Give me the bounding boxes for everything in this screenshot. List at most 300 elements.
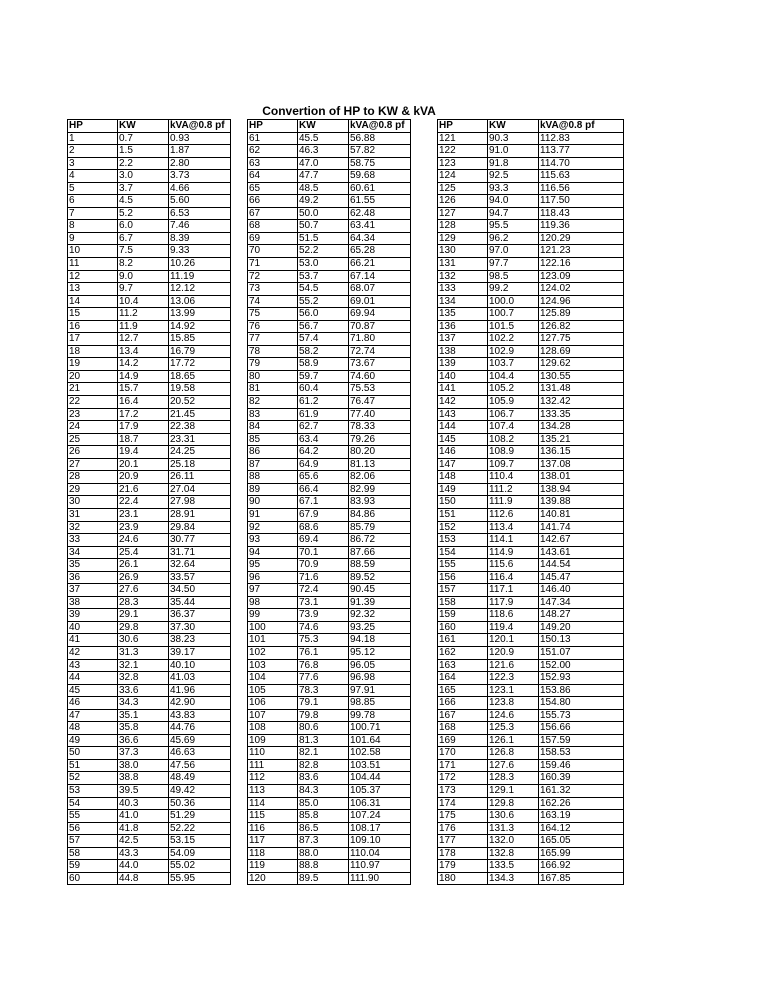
cell-hp: 76: [248, 320, 298, 333]
cell-kva: 5.60: [169, 195, 231, 208]
header-kva: kVA@0.8 pf: [539, 120, 624, 133]
table-row: [248, 145, 411, 158]
cell-kva: 95.12: [349, 646, 411, 659]
table-row: [438, 672, 624, 685]
cell-kva: 153.86: [539, 684, 624, 697]
cell-kw: 40.3: [118, 797, 169, 810]
cell-kw: 128.3: [488, 772, 539, 785]
cell-kva: 165.05: [539, 835, 624, 848]
cell-kw: 98.5: [488, 270, 539, 283]
cell-kva: 150.13: [539, 634, 624, 647]
cell-hp: 21: [68, 383, 118, 396]
cell-kw: 108.9: [488, 446, 539, 459]
cell-kw: 10.4: [118, 295, 169, 308]
table-row: [248, 258, 411, 271]
cell-kw: 85.8: [298, 810, 349, 823]
cell-kva: 109.10: [349, 835, 411, 848]
cell-hp: 73: [248, 283, 298, 296]
cell-hp: 12: [68, 270, 118, 283]
cell-kva: 117.50: [539, 195, 624, 208]
cell-kva: 152.93: [539, 672, 624, 685]
cell-hp: 16: [68, 320, 118, 333]
cell-kw: 33.6: [118, 684, 169, 697]
cell-kva: 22.38: [169, 421, 231, 434]
header-kva: kVA@0.8 pf: [349, 120, 411, 133]
table-row: [248, 697, 411, 710]
table-row: [248, 521, 411, 534]
table-row: [248, 370, 411, 383]
cell-hp: 59: [68, 860, 118, 873]
cell-kw: 50.7: [298, 220, 349, 233]
cell-kw: 74.6: [298, 621, 349, 634]
cell-kva: 56.88: [349, 132, 411, 145]
cell-kw: 119.4: [488, 621, 539, 634]
cell-hp: 178: [438, 847, 488, 860]
cell-kva: 61.55: [349, 195, 411, 208]
cell-kva: 30.77: [169, 534, 231, 547]
cell-kva: 1.87: [169, 145, 231, 158]
cell-kw: 129.8: [488, 797, 539, 810]
cell-kw: 129.1: [488, 784, 539, 797]
cell-kw: 114.9: [488, 546, 539, 559]
table-row: [438, 772, 624, 785]
table-row: [248, 333, 411, 346]
cell-kw: 35.8: [118, 722, 169, 735]
cell-kw: 83.6: [298, 772, 349, 785]
cell-kw: 19.4: [118, 446, 169, 459]
cell-kva: 48.49: [169, 772, 231, 785]
cell-kva: 129.62: [539, 358, 624, 371]
cell-kva: 63.41: [349, 220, 411, 233]
cell-kva: 124.96: [539, 295, 624, 308]
table-row: [68, 508, 231, 521]
cell-kva: 142.67: [539, 534, 624, 547]
cell-kva: 74.60: [349, 370, 411, 383]
table-row: [438, 270, 624, 283]
table-row: [68, 170, 231, 183]
cell-kw: 48.5: [298, 182, 349, 195]
cell-hp: 149: [438, 483, 488, 496]
cell-kw: 117.9: [488, 596, 539, 609]
table-row: [438, 157, 624, 170]
cell-hp: 96: [248, 571, 298, 584]
cell-kva: 113.77: [539, 145, 624, 158]
cell-kva: 17.72: [169, 358, 231, 371]
cell-kva: 84.86: [349, 508, 411, 521]
cell-kw: 43.3: [118, 847, 169, 860]
cell-kva: 72.74: [349, 345, 411, 358]
table-row: [68, 584, 231, 597]
table-row: [248, 308, 411, 321]
cell-kw: 26.1: [118, 559, 169, 572]
cell-kva: 75.53: [349, 383, 411, 396]
header-row: [68, 120, 231, 133]
cell-hp: 150: [438, 496, 488, 509]
cell-kva: 97.91: [349, 684, 411, 697]
cell-kw: 131.3: [488, 822, 539, 835]
cell-kw: 23.1: [118, 508, 169, 521]
table-row: [438, 132, 624, 145]
table-row: [68, 245, 231, 258]
cell-kw: 67.9: [298, 508, 349, 521]
cell-hp: 46: [68, 697, 118, 710]
cell-kw: 70.9: [298, 559, 349, 572]
cell-hp: 88: [248, 471, 298, 484]
cell-hp: 87: [248, 458, 298, 471]
cell-kva: 105.37: [349, 784, 411, 797]
cell-kva: 93.25: [349, 621, 411, 634]
cell-hp: 37: [68, 584, 118, 597]
cell-kw: 64.9: [298, 458, 349, 471]
cell-hp: 57: [68, 835, 118, 848]
cell-kva: 165.99: [539, 847, 624, 860]
table-row: [68, 232, 231, 245]
cell-kw: 107.4: [488, 421, 539, 434]
cell-kw: 6.0: [118, 220, 169, 233]
cell-kva: 8.39: [169, 232, 231, 245]
cell-hp: 118: [248, 847, 298, 860]
cell-kw: 88.8: [298, 860, 349, 873]
cell-hp: 108: [248, 722, 298, 735]
cell-kw: 93.3: [488, 182, 539, 195]
table-row: [68, 534, 231, 547]
cell-hp: 33: [68, 534, 118, 547]
table-row: [68, 521, 231, 534]
table-row: [248, 546, 411, 559]
table-row: [68, 559, 231, 572]
cell-kva: 16.79: [169, 345, 231, 358]
table-row: [248, 596, 411, 609]
cell-hp: 23: [68, 408, 118, 421]
cell-kw: 132.0: [488, 835, 539, 848]
cell-kw: 106.7: [488, 408, 539, 421]
cell-hp: 157: [438, 584, 488, 597]
table-row: [438, 433, 624, 446]
cell-kva: 55.95: [169, 872, 231, 885]
cell-hp: 18: [68, 345, 118, 358]
cell-kva: 76.47: [349, 396, 411, 409]
cell-kw: 63.4: [298, 433, 349, 446]
cell-kw: 41.8: [118, 822, 169, 835]
table-row: [248, 772, 411, 785]
cell-hp: 11: [68, 258, 118, 271]
table-row: [248, 872, 411, 885]
cell-hp: 89: [248, 483, 298, 496]
cell-kw: 29.1: [118, 609, 169, 622]
cell-kw: 127.6: [488, 759, 539, 772]
cell-kva: 141.74: [539, 521, 624, 534]
table-row: [438, 709, 624, 722]
header-hp: HP: [68, 120, 118, 133]
cell-kva: 145.47: [539, 571, 624, 584]
cell-hp: 28: [68, 471, 118, 484]
table-row: [68, 258, 231, 271]
cell-kva: 27.04: [169, 483, 231, 496]
cell-hp: 158: [438, 596, 488, 609]
cell-kva: 42.90: [169, 697, 231, 710]
cell-hp: 30: [68, 496, 118, 509]
cell-kva: 92.32: [349, 609, 411, 622]
cell-kw: 53.7: [298, 270, 349, 283]
cell-kva: 77.40: [349, 408, 411, 421]
cell-kva: 53.15: [169, 835, 231, 848]
cell-hp: 36: [68, 571, 118, 584]
table-row: [438, 596, 624, 609]
cell-hp: 167: [438, 709, 488, 722]
cell-hp: 69: [248, 232, 298, 245]
cell-kva: 151.07: [539, 646, 624, 659]
cell-kw: 84.3: [298, 784, 349, 797]
table-row: [68, 860, 231, 873]
cell-hp: 8: [68, 220, 118, 233]
cell-kw: 9.7: [118, 283, 169, 296]
cell-kva: 44.76: [169, 722, 231, 735]
table-row: [438, 207, 624, 220]
table-row: [248, 571, 411, 584]
cell-kva: 71.80: [349, 333, 411, 346]
cell-kw: 69.4: [298, 534, 349, 547]
table-row: [438, 822, 624, 835]
cell-kw: 31.3: [118, 646, 169, 659]
cell-hp: 179: [438, 860, 488, 873]
table-row: [438, 446, 624, 459]
cell-kw: 115.6: [488, 559, 539, 572]
cell-kva: 126.82: [539, 320, 624, 333]
cell-kva: 66.21: [349, 258, 411, 271]
cell-kw: 123.8: [488, 697, 539, 710]
cell-kva: 33.57: [169, 571, 231, 584]
cell-kw: 38.0: [118, 759, 169, 772]
cell-kw: 78.3: [298, 684, 349, 697]
table-row: [248, 383, 411, 396]
cell-hp: 155: [438, 559, 488, 572]
table-row: [438, 295, 624, 308]
table-row: [248, 433, 411, 446]
cell-hp: 145: [438, 433, 488, 446]
cell-hp: 58: [68, 847, 118, 860]
cell-hp: 177: [438, 835, 488, 848]
cell-kva: 69.94: [349, 308, 411, 321]
cell-hp: 153: [438, 534, 488, 547]
cell-kw: 130.6: [488, 810, 539, 823]
cell-kva: 82.99: [349, 483, 411, 496]
cell-hp: 3: [68, 157, 118, 170]
cell-kw: 37.3: [118, 747, 169, 760]
table-row: [438, 521, 624, 534]
table-row: [248, 860, 411, 873]
cell-kw: 16.4: [118, 396, 169, 409]
table-row: [68, 546, 231, 559]
cell-kw: 125.3: [488, 722, 539, 735]
table-row: [438, 421, 624, 434]
table-row: [438, 546, 624, 559]
cell-hp: 39: [68, 609, 118, 622]
cell-hp: 32: [68, 521, 118, 534]
table-row: [248, 182, 411, 195]
table-row: [438, 508, 624, 521]
table-row: [438, 408, 624, 421]
cell-kw: 104.4: [488, 370, 539, 383]
table-row: [248, 283, 411, 296]
cell-kw: 0.7: [118, 132, 169, 145]
cell-kw: 126.8: [488, 747, 539, 760]
table-row: [438, 245, 624, 258]
cell-kw: 50.0: [298, 207, 349, 220]
cell-hp: 119: [248, 860, 298, 873]
cell-kva: 79.26: [349, 433, 411, 446]
cell-kva: 34.50: [169, 584, 231, 597]
cell-kva: 0.93: [169, 132, 231, 145]
cell-kva: 86.72: [349, 534, 411, 547]
table-row: [248, 232, 411, 245]
cell-kva: 41.03: [169, 672, 231, 685]
cell-kva: 136.15: [539, 446, 624, 459]
table-row: [68, 333, 231, 346]
cell-kva: 28.91: [169, 508, 231, 521]
cell-hp: 161: [438, 634, 488, 647]
cell-kva: 98.85: [349, 697, 411, 710]
cell-kva: 106.31: [349, 797, 411, 810]
cell-kw: 35.1: [118, 709, 169, 722]
cell-kw: 17.9: [118, 421, 169, 434]
cell-hp: 115: [248, 810, 298, 823]
cell-kva: 3.73: [169, 170, 231, 183]
table-row: [438, 483, 624, 496]
cell-kva: 139.88: [539, 496, 624, 509]
cell-kva: 110.04: [349, 847, 411, 860]
cell-kva: 94.18: [349, 634, 411, 647]
table-row: [248, 496, 411, 509]
table-row: [248, 458, 411, 471]
table-row: [438, 734, 624, 747]
cell-kw: 14.9: [118, 370, 169, 383]
cell-hp: 100: [248, 621, 298, 634]
cell-kva: 59.68: [349, 170, 411, 183]
header-kva: kVA@0.8 pf: [169, 120, 231, 133]
cell-hp: 55: [68, 810, 118, 823]
table-row: [438, 747, 624, 760]
cell-kva: 69.01: [349, 295, 411, 308]
table-row: [438, 609, 624, 622]
page-title: Convertion of HP to KW & kVA: [262, 104, 436, 118]
cell-hp: 135: [438, 308, 488, 321]
cell-kva: 6.53: [169, 207, 231, 220]
cell-kva: 116.56: [539, 182, 624, 195]
cell-hp: 24: [68, 421, 118, 434]
cell-kva: 46.63: [169, 747, 231, 760]
cell-hp: 68: [248, 220, 298, 233]
cell-hp: 91: [248, 508, 298, 521]
cell-kw: 96.2: [488, 232, 539, 245]
cell-hp: 90: [248, 496, 298, 509]
cell-kw: 53.0: [298, 258, 349, 271]
cell-hp: 103: [248, 659, 298, 672]
cell-kw: 28.3: [118, 596, 169, 609]
cell-kw: 18.7: [118, 433, 169, 446]
cell-kw: 87.3: [298, 835, 349, 848]
cell-kw: 81.3: [298, 734, 349, 747]
cell-hp: 162: [438, 646, 488, 659]
cell-hp: 133: [438, 283, 488, 296]
cell-kva: 18.65: [169, 370, 231, 383]
cell-kw: 68.6: [298, 521, 349, 534]
cell-hp: 78: [248, 345, 298, 358]
cell-kw: 134.3: [488, 872, 539, 885]
cell-hp: 163: [438, 659, 488, 672]
cell-hp: 105: [248, 684, 298, 697]
cell-kw: 8.2: [118, 258, 169, 271]
table-row: [248, 722, 411, 735]
cell-kva: 54.09: [169, 847, 231, 860]
table-row: [68, 270, 231, 283]
cell-hp: 176: [438, 822, 488, 835]
cell-hp: 99: [248, 609, 298, 622]
cell-kva: 57.82: [349, 145, 411, 158]
cell-hp: 164: [438, 672, 488, 685]
table-row: [68, 759, 231, 772]
cell-hp: 169: [438, 734, 488, 747]
cell-kw: 12.7: [118, 333, 169, 346]
cell-kva: 121.23: [539, 245, 624, 258]
cell-hp: 29: [68, 483, 118, 496]
cell-hp: 92: [248, 521, 298, 534]
header-hp: HP: [438, 120, 488, 133]
table-row: [438, 232, 624, 245]
cell-hp: 174: [438, 797, 488, 810]
cell-hp: 175: [438, 810, 488, 823]
cell-hp: 27: [68, 458, 118, 471]
cell-hp: 117: [248, 835, 298, 848]
cell-kva: 7.46: [169, 220, 231, 233]
table-row: [438, 810, 624, 823]
cell-hp: 125: [438, 182, 488, 195]
table-row: [248, 847, 411, 860]
cell-hp: 45: [68, 684, 118, 697]
table-row: [438, 659, 624, 672]
cell-kw: 111.9: [488, 496, 539, 509]
cell-hp: 43: [68, 659, 118, 672]
table-row: [248, 220, 411, 233]
cell-kva: 2.80: [169, 157, 231, 170]
cell-kva: 101.64: [349, 734, 411, 747]
cell-kw: 34.3: [118, 697, 169, 710]
table-row: [438, 396, 624, 409]
table-row: [438, 784, 624, 797]
cell-hp: 93: [248, 534, 298, 547]
cell-kw: 61.9: [298, 408, 349, 421]
table-row: [438, 283, 624, 296]
cell-hp: 52: [68, 772, 118, 785]
cell-kva: 58.75: [349, 157, 411, 170]
table-row: [68, 822, 231, 835]
cell-kva: 88.59: [349, 559, 411, 572]
cell-kva: 112.83: [539, 132, 624, 145]
table-row: [438, 847, 624, 860]
table-row: [68, 446, 231, 459]
cell-hp: 81: [248, 383, 298, 396]
cell-hp: 80: [248, 370, 298, 383]
table-row: [248, 508, 411, 521]
table-row: [438, 835, 624, 848]
table-row: [68, 722, 231, 735]
table-row: [68, 709, 231, 722]
cell-kw: 105.9: [488, 396, 539, 409]
cell-kva: 111.90: [349, 872, 411, 885]
table-row: [248, 358, 411, 371]
cell-kva: 31.71: [169, 546, 231, 559]
cell-kw: 76.8: [298, 659, 349, 672]
cell-kva: 15.85: [169, 333, 231, 346]
